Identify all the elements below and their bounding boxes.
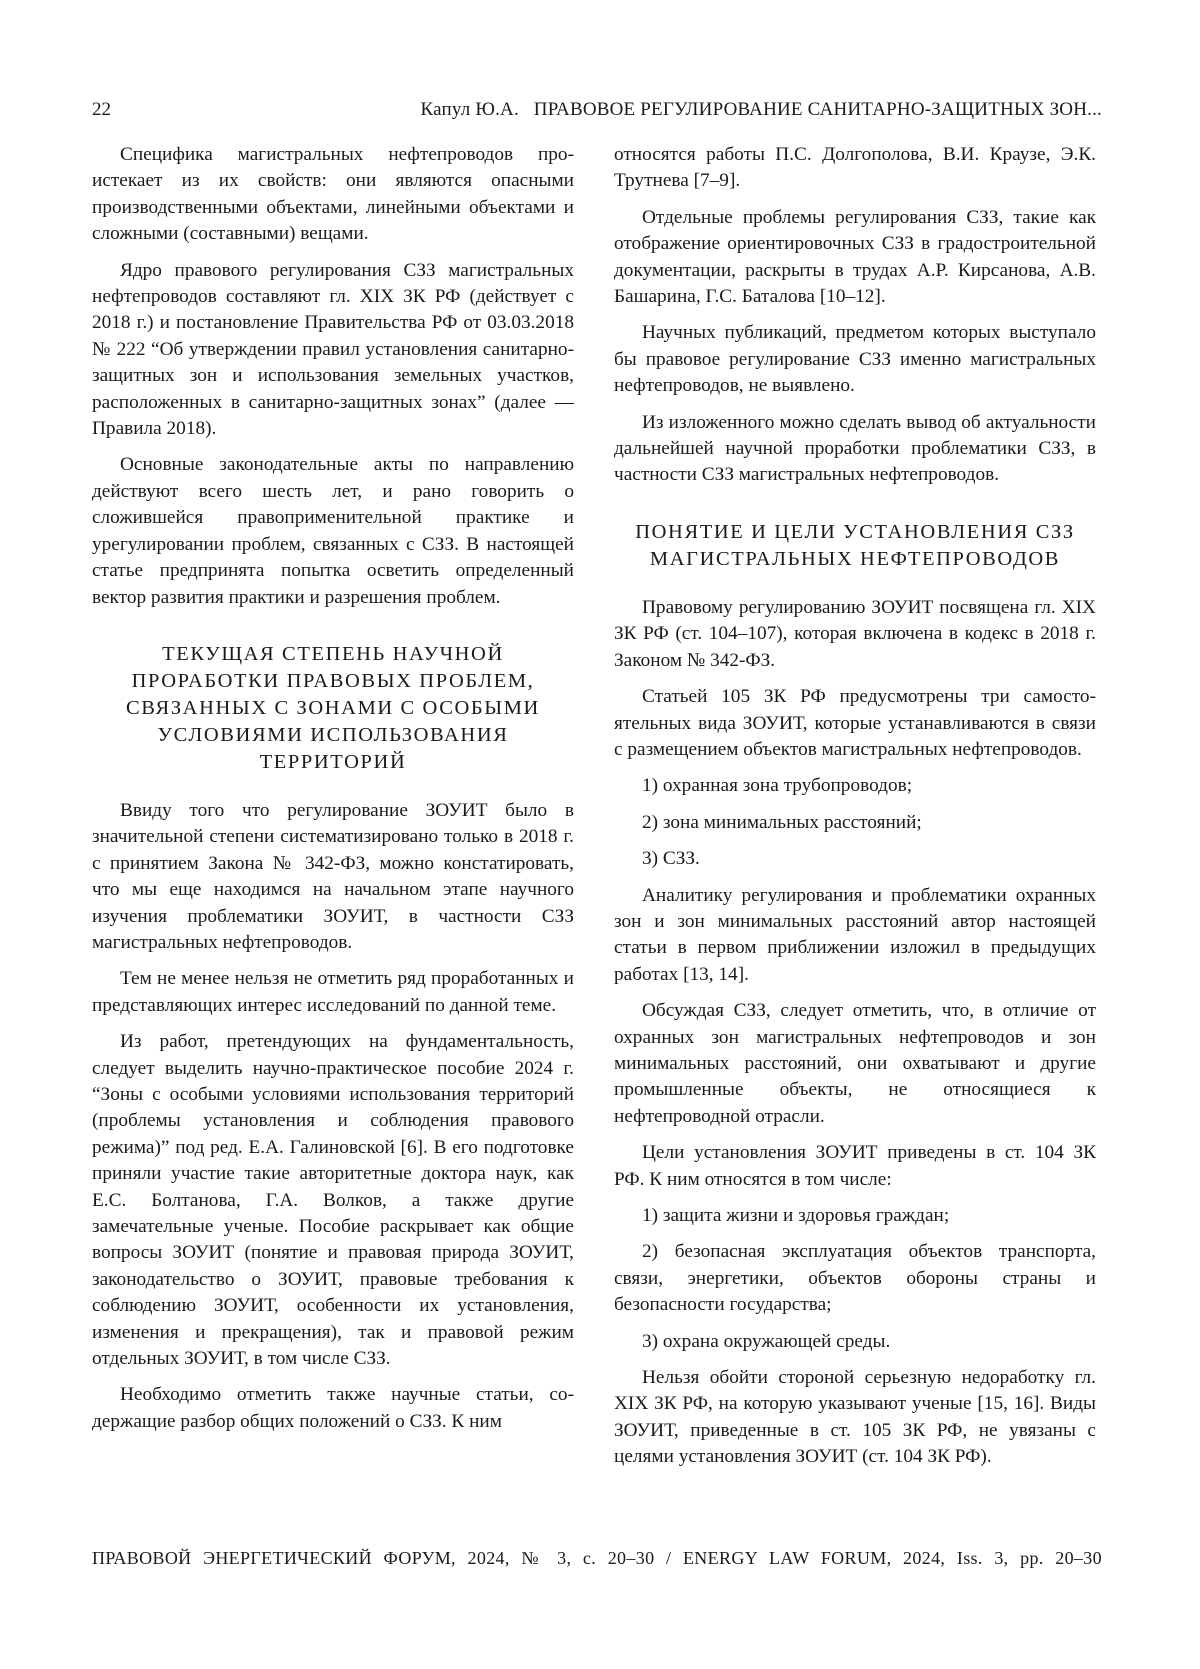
paragraph: Ввиду того что регулирование ЗОУИТ было в значительной степени систематизировано только в 2018 г. с принятием Закона № 342-ФЗ, можно констатировать, что мы еще находимся на начальном этапе научного изучения проблематики ЗОУИТ, в частности СЗЗ магистральных нефтепроводов. [92,799,574,953]
paragraph: Статьей 105 ЗК РФ предусмотрены три самостоятельных вида ЗОУИТ, которые устанавливаются в связи с размещением объектов магистральных нефтепроводов. [614,686,1096,760]
paragraph: Отдельные проблемы регулирования СЗЗ, такие как отображение ориентировочных СЗЗ в градостроительной документации, раскрыты в трудах А.Р. Кирсанова, А.В. Башарина, Г.С. Баталова [10–12]. [614,206,1096,308]
paragraph: относятся работы П.С. Долгополова, В.И. Краузе, Э.К. Трутнева [7–9]. [614,144,1096,192]
right-column [614,142,1096,1481]
paragraph: Научных публикаций, предметом которых выступало бы правовое регулирование СЗЗ именно магистральных нефтепроводов, не выявлено. [614,322,1096,397]
journal-footer: ПРАВОВОЙ ЭНЕРГЕТИЧЕСКИЙ ФОРУМ, 2024, № 3, с. 20–30 / ENERGY LAW FORUM, 2024, Iss. 3, pp. 20–30 [92,1548,1102,1568]
running-title: Капул Ю.А. ПРАВОВОЕ РЕГУЛИРОВАНИЕ САНИТАРНО-ЗАЩИТНЫХ ЗОН... [420,99,1102,120]
section-heading: ПОНЯТИЕ И ЦЕЛИ УСТАНОВЛЕНИЯ СЗЗ МАГИСТРАЛЬНЫХ НЕФТЕПРОВОДОВ [635,520,1075,570]
list-item: 1) защита жизни и здоровья граждан; [642,1205,950,1226]
paragraph: Нельзя обойти стороной серьезную недоработку гл. XIX ЗК РФ, на которую указывают ученые [15, 16]. Виды ЗОУИТ, приведенные в ст. 105 ЗК РФ, не увязаны с целями установления ЗОУИТ (ст. 104 ЗК РФ). [614,1367,1096,1468]
section-heading: ТЕКУЩАЯ СТЕПЕНЬ НАУЧНОЙ ПРОРАБОТКИ ПРАВОВЫХ ПРОБЛЕМ, СВЯЗАННЫХ С ЗОНАМИ С ОСОБЫМИ УСЛОВИЯМИ ИСПОЛЬЗОВАНИЯ ТЕРРИТОРИЙ [126,642,540,773]
paragraph: Ядро правового регулирования СЗЗ магистральных нефтепроводов составляют гл. XIX ЗК РФ (действует с 2018 г.) и постановление Правительства РФ от 03.03.2018 № 222 “Об утверждении правил установления санитарно-защитных зон и использования земельных участков, расположенных в санитарно-защитных зонах” (далее — Правила 2018). [92,259,574,440]
paragraph: Цели установления ЗОУИТ приведены в ст. 104 ЗК РФ. К ним относятся в том числе: [614,1142,1096,1190]
paragraph: Правовому регулированию ЗОУИТ посвящена гл. XIX ЗК РФ (ст. 104–107), которая включена в кодекс в 2018 г. Законом № 342-ФЗ. [614,596,1096,671]
list-item: 3) охрана окружающей среды. [642,1330,891,1352]
paragraph: Специфика магистральных нефтепроводов проистекает из их свойств: они являются опасными производственными объектами, линейными объектами и сложными (составными) вещами. [92,144,574,245]
list-item: 2) безопасная эксплуатация объектов транспорта, связи, энергетики, объектов обороны страны и безопасности государства; [614,1241,1096,1316]
paragraph: Обсуждая СЗЗ, следует отметить, что, в отличие от охранных зон магистральных нефтепроводов и зон минимальных расстояний, они охватывают и другие промышленные объекты, не относящиеся к нефтепроводной отрасли. [614,1000,1096,1127]
paragraph: Из изложенного можно сделать вывод об актуальности дальнейшей научной проработки проблематики СЗЗ, в частности СЗЗ магистральных нефтепроводов. [614,411,1096,486]
paragraph: Из работ, претендующих на фундаментальность, следует выделить научно-практическое пособие 2024 г. “Зоны с особыми условиями использования территорий (проблемы установления и соблюдения правового режима)” под ред. Е.А. Галиновской [6]. В его подготовке приняли участие такие авторитетные доктора наук, как Е.С. Болтанова, Г.А. Волков, а также другие замечательные ученые. Пособие раскрывает как общие вопросы ЗОУИТ (понятие и правовая природа ЗОУИТ, законодательство о ЗОУИТ, правовые требования к соблюдению ЗОУИТ, особенности их установления, изменения и прекращения), так и правовой режим отдельных ЗОУИТ, в том числе СЗЗ. [92,1031,574,1370]
list-item: 3) СЗЗ. [642,848,700,870]
list-item: 2) зона минимальных расстояний; [642,811,922,833]
left-column [92,142,574,1445]
paragraph: Тем не менее нельзя не отметить ряд проработанных и представляющих интерес исследований по данной теме. [92,968,574,1016]
paragraph: Основные законодательные акты по направлению действуют всего шесть лет, и рано говорить о сложившейся правоприменительной практике и урегулировании проблем, связанных с СЗЗ. В настоящей статье предпринята попытка осветить определенный вектор развития практики и разрешения проблем. [92,454,574,608]
paragraph: Аналитику регулирования и проблематики охранных зон и зон минимальных расстояний автор настоящей статьи в первом приближении изложил в предыдущих работах [13, 14]. [614,884,1096,985]
page-header [92,96,1102,124]
list-item: 1) охранная зона трубопроводов; [642,775,913,797]
page-number: 22 [92,99,111,120]
paragraph: Необходимо отметить также научные статьи, содержащие разбор общих положений о СЗЗ. К ним [92,1384,574,1432]
